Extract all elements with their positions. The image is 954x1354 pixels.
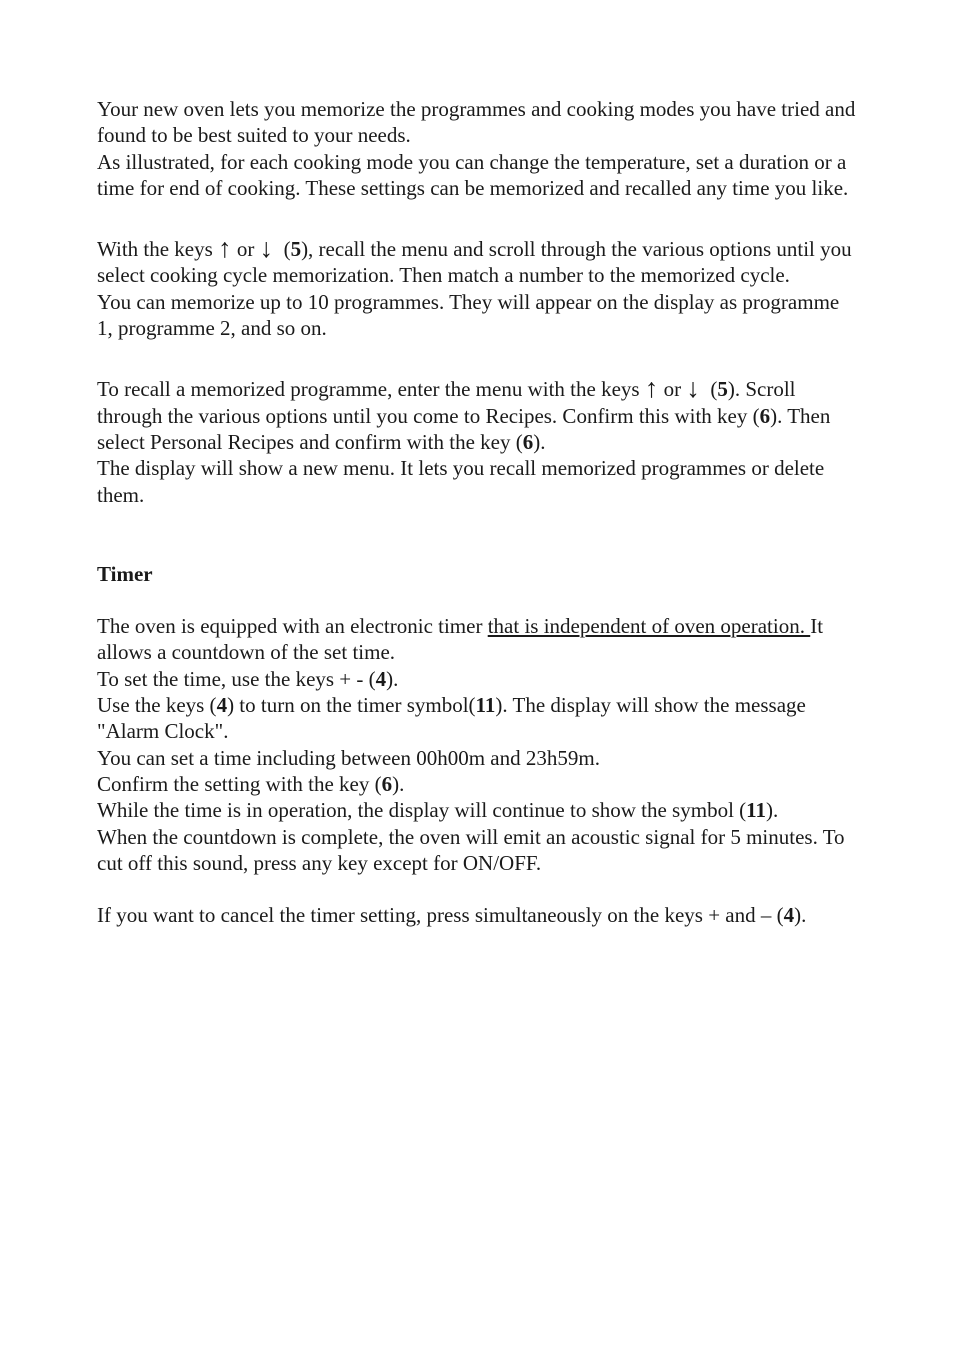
recall-end: ). (533, 429, 546, 454)
timer-p8-key: 4 (783, 903, 795, 928)
memorize-pre: With the keys (97, 237, 213, 262)
up-arrow-icon: ↑ (218, 233, 232, 264)
timer-p3-key-2: 11 (475, 693, 496, 718)
down-arrow-icon: ↓ (686, 373, 700, 404)
timer-p3-post: ). The display will show the message "Alarm Clock". (97, 693, 806, 744)
recall-mid-2: ). Then select Personal Recipes and confirm with the key ( (97, 403, 831, 454)
up-arrow-icon: ↑ (644, 373, 659, 404)
intro-paragraph-2: As illustrated, for each cooking mode you can change the temperature, set a duration or a time for end of cooking. These settings can be memorized and recalled any time you like. (97, 149, 849, 200)
timer-p5-key: 6 (381, 771, 393, 796)
memorize-paragraph-2: You can memorize up to 10 programmes. They will appear on the display as programme 1, programme 2, and so on. (97, 289, 840, 341)
recall-pre: To recall a memorized programme, enter the menu with the keys (97, 377, 640, 402)
memorize-paragraph: With the keys ↑ or ↓ (5), recall the menu and scroll through the various options until you select cooking cycle memorization. Then match a number to the memorized cycle. (97, 233, 852, 288)
timer-p3-mid: ) to turn on the timer symbol( (227, 693, 476, 718)
timer-p8-post: ). (794, 903, 807, 928)
timer-p1-post: It allows a countdown of the set time. (97, 614, 824, 665)
timer-paragraph-3 (97, 692, 857, 745)
timer-paragraph-7: When the countdown is complete, the oven will emit an acoustic signal for 5 minutes. To cut off this sound, press any key except for ON/OFF. (97, 824, 845, 875)
timer-p2-pre: To set the time, use the keys + - ( (97, 666, 376, 691)
recall-key-ref-3: 6 (522, 429, 534, 454)
intro-paragraph-1: Your new oven lets you memorize the programmes and cooking modes you have tried and found to be best suited to your needs. (97, 97, 856, 148)
timer-heading: Timer (97, 561, 153, 586)
memorize-post: ), recall the menu and scroll through the various options until you select cooking cycle memorization. Then match a number to the memorized cycle. (97, 237, 852, 288)
recall-or: or (663, 377, 682, 402)
recall-mid-1: ). Scroll through the various options until you come to Recipes. Confirm this with key ( (97, 377, 796, 428)
timer-p3-key: 4 (216, 693, 228, 718)
timer-paragraph-4: You can set a time including between 00h00m and 23h59m. (97, 745, 600, 770)
timer-p2-post: ). (386, 666, 399, 691)
timer-p3-pre: Use the keys ( (97, 693, 217, 718)
timer-paragraph-1 (97, 613, 857, 666)
timer-p2-key: 4 (375, 666, 387, 691)
recall-paragraph-2: The display will show a new menu. It lets you recall memorized programmes or delete them. (97, 456, 825, 507)
timer-p1-pre: The oven is equipped with an electronic timer (97, 614, 488, 639)
timer-paragraph-6 (97, 797, 857, 823)
recall-key-ref-1: 5 (717, 377, 728, 402)
timer-p5-post: ). (392, 771, 405, 796)
memorize-key-ref: 5 (290, 237, 302, 262)
recall-key-ref-2: 6 (759, 403, 771, 428)
timer-p8-pre: If you want to cancel the timer setting, press simultaneously on the keys + and – ( (97, 903, 784, 928)
timer-p6-post: ). (766, 798, 779, 823)
document-page (97, 96, 857, 928)
recall-paragraph: To recall a memorized programme, enter the menu with the keys ↑ or ↓ (5). Scroll through the various options until you come to Recipes. Confirm this with key (6). Then select Personal Recipes and confirm with the key (6). (97, 373, 831, 454)
timer-p1-underline: that is independent of oven operation. (487, 614, 811, 639)
down-arrow-icon: ↓ (259, 233, 274, 264)
timer-paragraph-8 (97, 902, 857, 928)
timer-paragraph-5 (97, 771, 857, 797)
timer-p6-pre: While the time is in operation, the display will continue to show the symbol ( (97, 798, 747, 823)
memorize-or: or (236, 237, 255, 262)
timer-paragraph-2 (97, 666, 857, 692)
timer-p5-pre: Confirm the setting with the key ( (97, 771, 382, 796)
timer-p6-key: 11 (746, 798, 766, 823)
